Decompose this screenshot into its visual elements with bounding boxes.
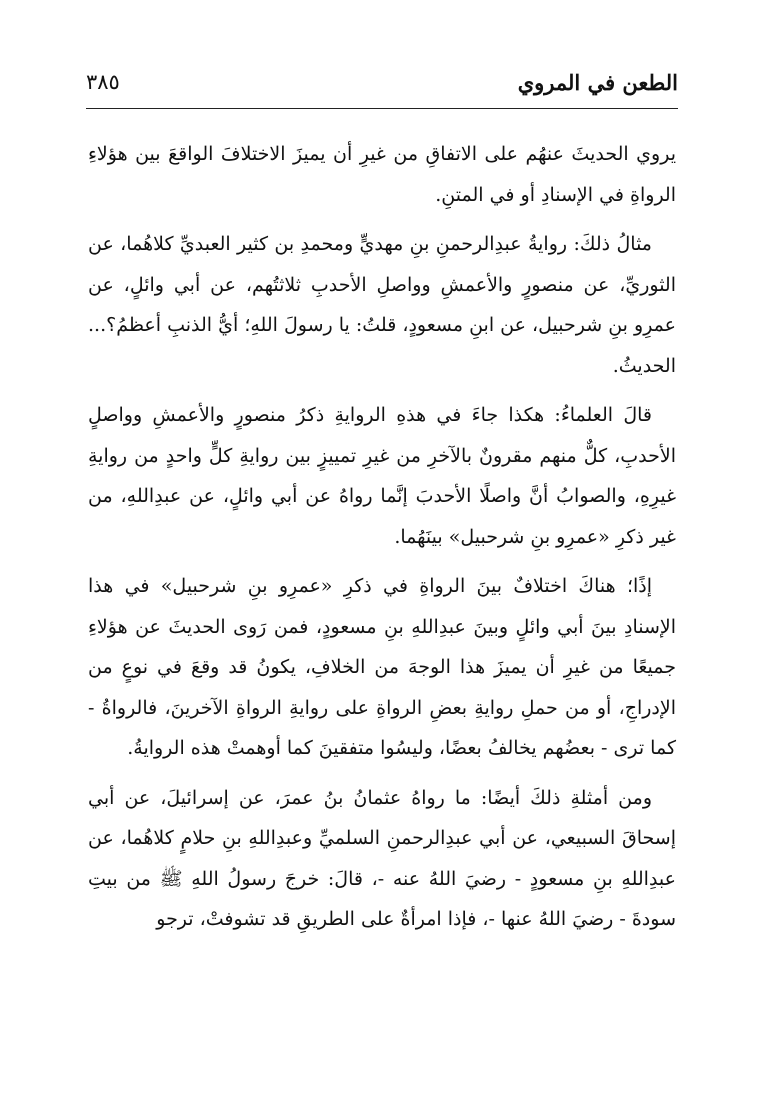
paragraph-4: إذًا؛ هناكَ اختلافٌ بينَ الرواةِ في ذكرِ «عمرِو بنِ شرحبيل» في هذا الإسنادِ بينَ أبي وائلٍ وبينَ عبدِاللهِ بنِ مسعودٍ، فمن رَوى الحديثَ عن هؤلاءِ جميعًا من غيرِ أن يميزَ هذا الوجهَ من الخلافِ، يكونُ قد وقعَ في نوعٍ من الإدراجِ، أو من حملِ روايةِ بعضِ الرواةِ على روايةِ الرواةِ الآخرينَ، فالرواةُ - كما ترى - بعضُهم يخالفُ بعضًا، وليسُوا متفقينَ كما أوهمتْ هذه الروايةُ. — [88, 575, 676, 759]
paragraph-5: ومن أمثلةِ ذلكَ أيضًا: ما رواهُ عثمانُ بنُ عمرَ، عن إسرائيلَ، عن أبي إسحاقَ السبيعي، عن أبي عبدِالرحمنِ السلميِّ وعبدِاللهِ بنِ حلامٍ كلاهُما، عن عبدِاللهِ بنِ مسعودٍ - رضيَ اللهُ عنه -، قالَ: خرجَ رسولُ اللهِ ﷺ من بيتِ سودةَ - رضيَ اللهُ عنها -، فإذا امرأةٌ على الطريقِ قد تشوفتْ، ترجو — [88, 786, 676, 930]
paragraph-1: يروي الحديثَ عنهُم على الاتفاقِ من غيرِ أن يميزَ الاختلافَ الواقعَ بين هؤلاءِ الرواةِ في الإسنادِ أو في المتنِ. — [88, 143, 676, 206]
page-number: ٣٨٥ — [86, 70, 120, 94]
paragraph-3: قالَ العلماءُ: هكذا جاءَ في هذهِ الروايةِ ذكرُ منصورٍ والأعمشِ وواصلٍ الأحدبِ، كلٌّ منهم مقرونٌ بالآخرِ من غيرِ تمييزٍ بين روايةِ كلٍّ واحدٍ من روايةِ غيرِهِ، والصوابُ أنَّ واصلًا الأحدبَ إنَّما رواهُ عن أبي وائلٍ، عن عبدِاللهِ، من غير ذكرِ «عمرِو بنِ شرحبيل» بينَهُما. — [88, 404, 676, 548]
page-header — [86, 64, 678, 104]
paragraph-2: مثالُ ذلكَ: روايةُ عبدِالرحمنِ بنِ مهديٍّ ومحمدِ بن كثير العبديِّ كلاهُما، عن الثوريِّ، عن منصورٍ والأعمشِ وواصلِ الأحدبِ ثلاثتُهم، عن أبي وائلٍ، عن عمرِو بنِ شرحبيل، عن ابنِ مسعودٍ، قلتُ: يا رسولَ اللهِ؛ أيُّ الذنبِ أعظمُ؟... الحديثُ. — [88, 233, 676, 377]
page-body — [88, 134, 676, 949]
header-rule — [86, 108, 678, 109]
running-title: الطعن في المروي — [517, 70, 678, 95]
